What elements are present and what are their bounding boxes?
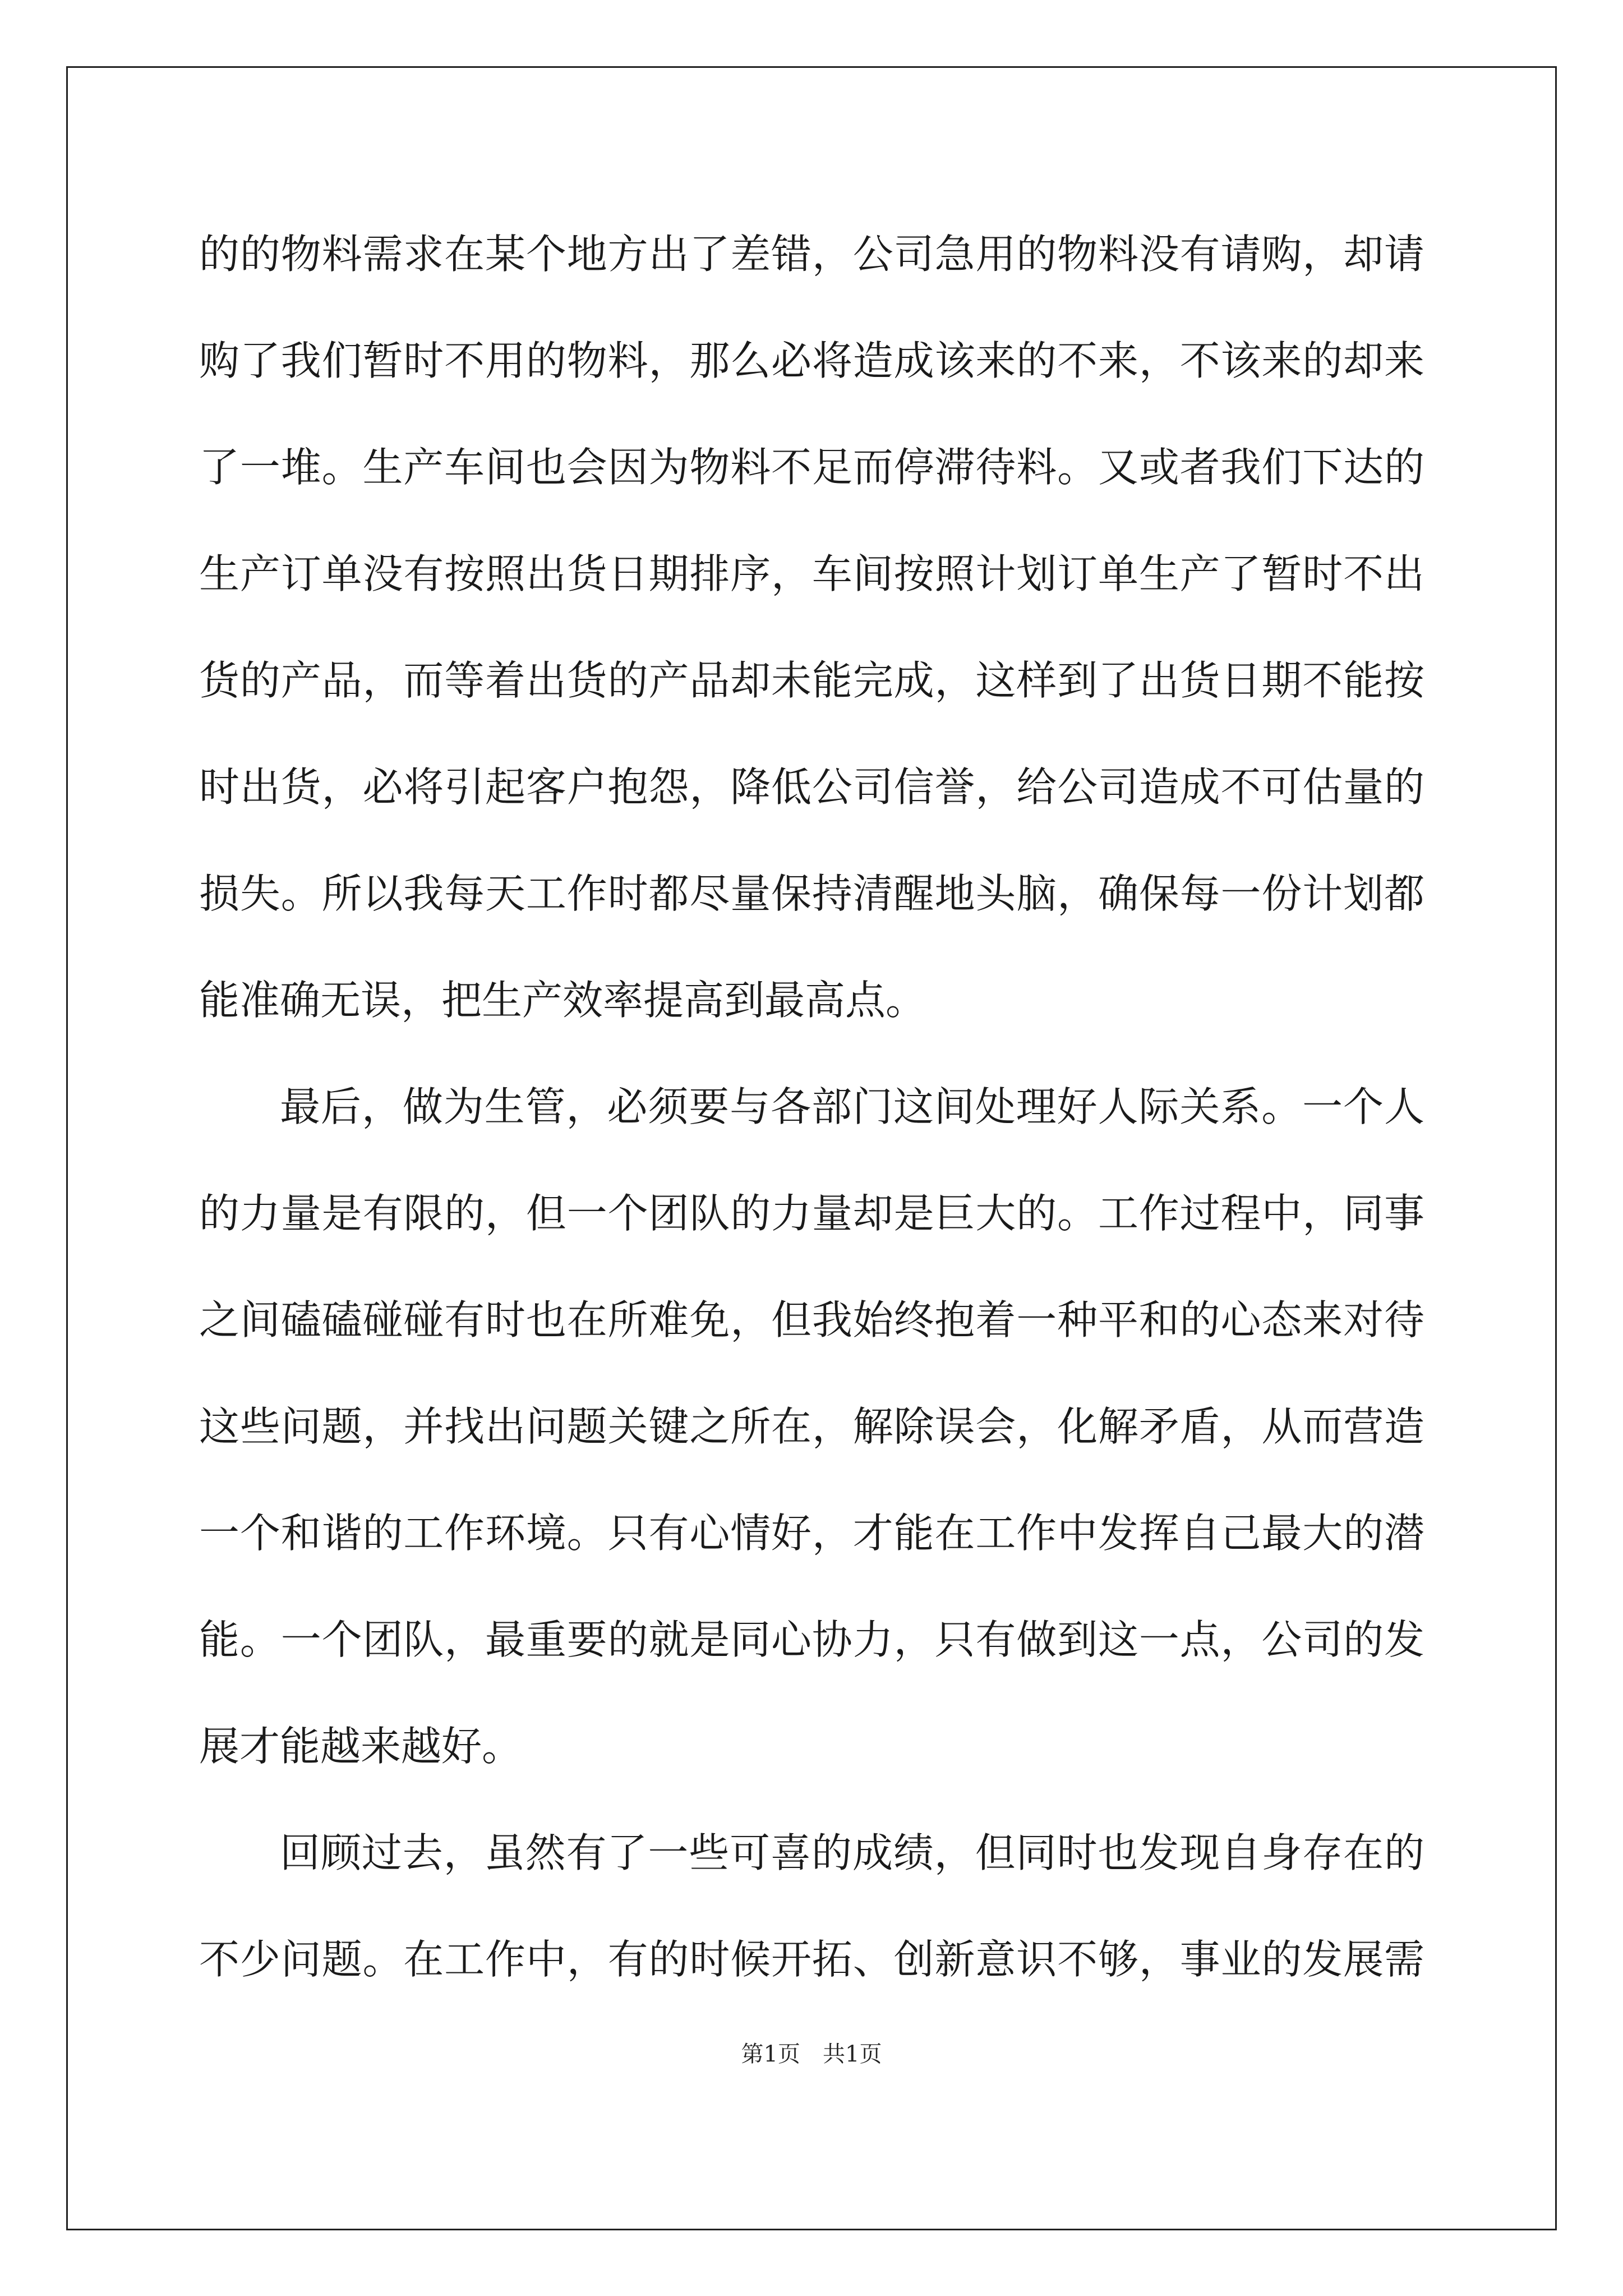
document-body: [199, 212, 1424, 2024]
paragraph: [199, 1065, 1424, 1811]
text-line: 能。一个团队，最重要的就是同心协力，只有做到这一点，公司的发: [199, 1616, 1424, 1663]
paragraph: [199, 212, 1424, 1065]
text-line: 这些问题，并找出问题关键之所在，解除误会，化解矛盾，从而营造: [199, 1403, 1424, 1450]
text-line: 回顾过去，虽然有了一些可喜的成绩，但同时也发现自身存在的: [280, 1829, 1424, 1876]
text-line: 能准确无误，把生产效率提高到最高点。: [199, 977, 926, 1024]
text-line: 了一堆。生产车间也会因为物料不足而停滞待料。又或者我们下达的: [199, 444, 1424, 491]
text-line: 的的物料需求在某个地方出了差错，公司急用的物料没有请购，却请: [199, 231, 1424, 278]
page-footer: [0, 2037, 1623, 2071]
text-line: 一个和谐的工作环境。只有心情好，才能在工作中发挥自己最大的潜: [199, 1510, 1424, 1557]
text-line: 展才能越来越好。: [199, 1723, 523, 1770]
paragraph: [199, 1811, 1424, 2024]
text-line: 之间磕磕碰碰有时也在所难免，但我始终抱着一种平和的心态来对待: [199, 1296, 1424, 1343]
text-line: 损失。所以我每天工作时都尽量保持清醒地头脑，确保每一份计划都: [199, 870, 1424, 917]
text-line: 货的产品，而等着出货的产品却未能完成，这样到了出货日期不能按: [199, 657, 1424, 704]
text-line: 购了我们暂时不用的物料，那么必将造成该来的不来，不该来的却来: [199, 337, 1424, 384]
text-line: 不少问题。在工作中，有的时候开拓、创新意识不够，事业的发展需: [199, 1936, 1424, 1983]
text-line: 生产订单没有按照出货日期排序，车间按照计划订单生产了暂时不出: [199, 550, 1424, 597]
text-line: 最后，做为生管，必须要与各部门这间处理好人际关系。一个人: [280, 1083, 1424, 1130]
text-line: 时出货，必将引起客户抱怨，降低公司信誉，给公司造成不可估量的: [199, 763, 1424, 811]
page-number-total: 共1页: [823, 2041, 882, 2067]
text-line: 的力量是有限的，但一个团队的力量却是巨大的。工作过程中，同事: [199, 1190, 1424, 1237]
page-number-current: 第1页: [741, 2041, 800, 2067]
